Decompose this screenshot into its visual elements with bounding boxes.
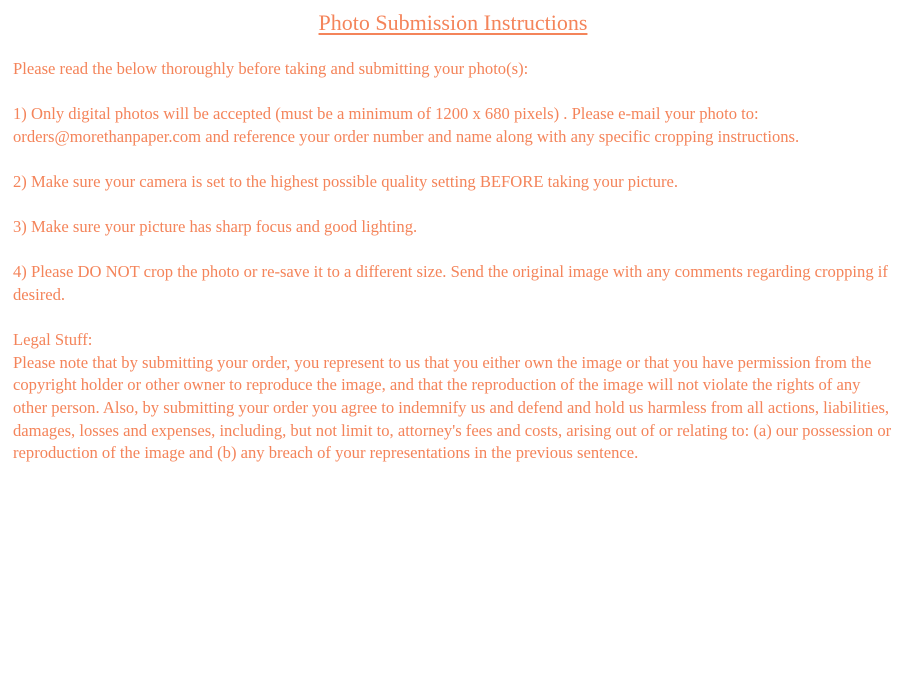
instruction-item-1: 1) Only digital photos will be accepted (must be a minimum of 1200 x 680 pixels) . Please e-mail your photo to: orders@morethanpaper.com and reference your order number and name along with any specific cropping instructions. [13,104,800,146]
legal-text: Please note that by submitting your order, you represent to us that you either own the image or that you have permission from the copyright holder or other owner to reproduce the image, and that the reproduction of the image will not violate the rights of any other person. Also, by submitting your order you agree to indemnify us and defend and hold us harmless from all actions, liabilities, damages, losses and expenses, including, but not limit to, attorney's fees and costs, arising out of or relating to: (a) our possession or reproduction of the image and (b) any breach of your representations in the previous sentence. [13,352,892,463]
legal-heading: Legal Stuff: [13,330,93,350]
instructions-page [13,8,893,465]
instruction-item-3: 3) Make sure your picture has sharp focus and good lighting. [13,217,418,237]
instruction-item-2: 2) Make sure your camera is set to the highest possible quality setting BEFORE taking your picture. [13,171,679,191]
intro-text: Please read the below thoroughly before taking and submitting your photo(s): [13,59,529,78]
page-title: Photo Submission Instructions [318,10,588,35]
instruction-item-4: 4) Please DO NOT crop the photo or re-save it to a different size. Send the original image with any comments regarding cropping if desired. [13,262,888,304]
